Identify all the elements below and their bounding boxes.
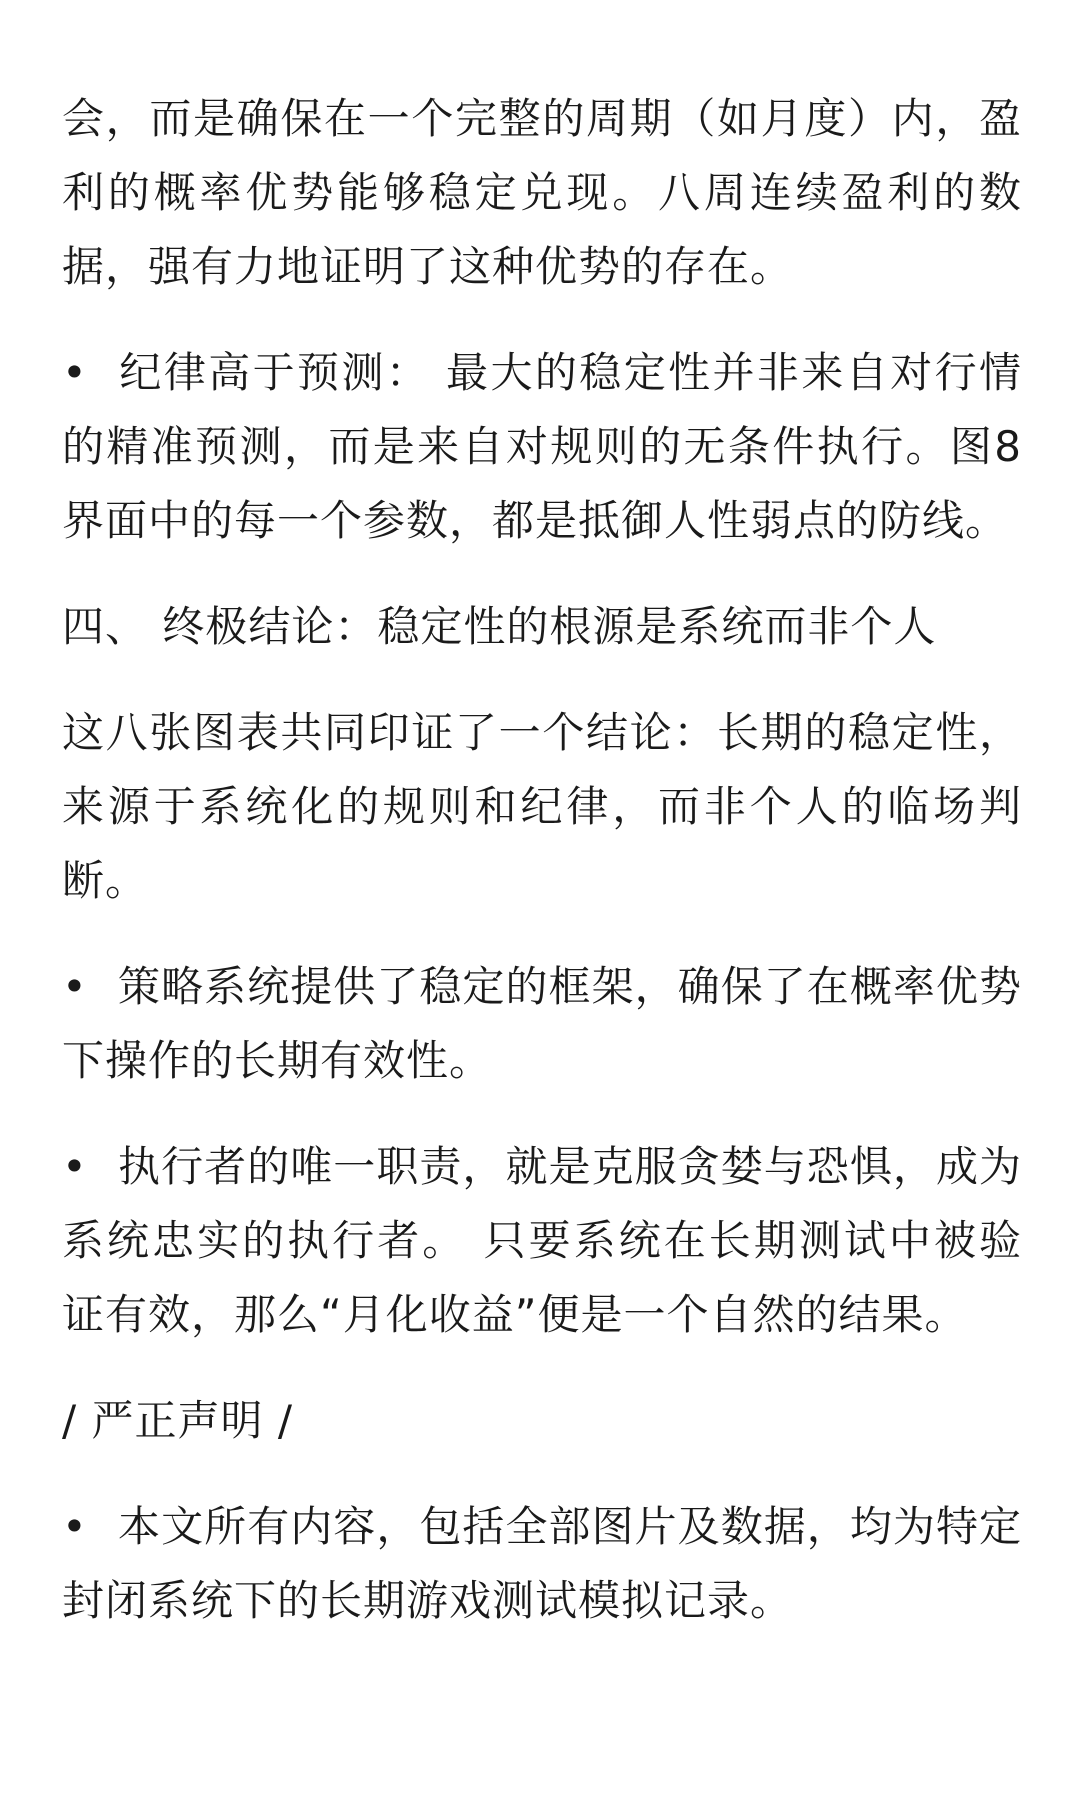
bullet-icon: • (62, 348, 88, 397)
bullet-disclaimer (62, 1490, 1022, 1638)
bullet-text: 本文所有内容，包括全部图片及数据，均为特定封闭系统下的长期游戏测试模拟记录。 (62, 1502, 1022, 1625)
paragraph-text: 会，而是确保在一个完整的周期（如月度）内，盈利的概率优势能够稳定兑现。八周连续盈利的数据，强有力地证明了这种优势的存在。 (62, 94, 1022, 291)
section-heading-disclaimer (62, 1384, 1022, 1458)
bullet-discipline (62, 336, 1022, 558)
paragraph-conclusion (62, 696, 1022, 918)
section-heading-conclusion (62, 590, 1022, 664)
bullet-icon: • (62, 962, 88, 1011)
bullet-label: 纪律高于预测： (118, 348, 431, 397)
bullet-text: 执行者的唯一职责，就是克服贪婪与恐惧，成为系统忠实的执行者。 只要系统在长期测试中被验证有效，那么“月化收益”便是一个自然的结果。 (62, 1142, 1022, 1339)
paragraph-text: 这八张图表共同印证了一个结论：长期的稳定性，来源于系统化的规则和纪律，而非个人的临场判断。 (62, 708, 1022, 905)
bullet-icon: • (62, 1502, 88, 1551)
heading-text: / 严正声明 / (62, 1396, 294, 1445)
bullet-strategy-system (62, 950, 1022, 1098)
article-body (62, 82, 1022, 1670)
paragraph-intro-continuation (62, 82, 1022, 304)
bullet-executor (62, 1130, 1022, 1352)
heading-text: 四、 终极结论：稳定性的根源是系统而非个人 (62, 602, 937, 651)
bullet-text: 策略系统提供了稳定的框架，确保了在概率优势下操作的长期有效性。 (62, 962, 1022, 1085)
bullet-icon: • (62, 1142, 88, 1191)
bullet-text: 最大的稳定性并非来自对行情的精准预测，而是来自对规则的无条件执行。图8界面中的每一个参数，都是抵御人性弱点的防线。 (62, 348, 1022, 545)
